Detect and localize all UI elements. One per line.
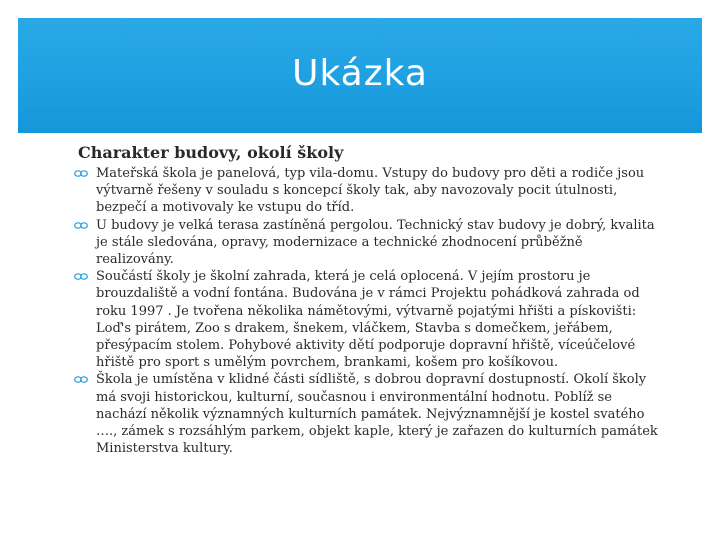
double-loop-bullet-icon [74, 376, 88, 383]
slide-title: Ukázka [292, 53, 428, 94]
double-loop-bullet-icon [74, 273, 88, 280]
bullet-text: Součástí školy je školní zahrada, která je celá oplocená. V jejím prostoru je brouzdaliště a vodní fontána. Budována je v rámci Projektu pohádková zahrada od roku 1997 . Je tvořena několika námětovými, výtvarně pojatými hřišti a pískovišti: Loď's pirátem, Zoo s drakem, šnekem, vláčkem, Stavba s domečkem, jeřábem, přesýpacím stolem. Pohybové aktivity dětí podporuje dopravní hřiště, víceúčelové hřiště pro sport s umělým povrchem, brankami, košem pro košíkovou. [96, 269, 640, 371]
section-heading: Charakter budovy, okolí školy [78, 143, 344, 162]
double-loop-bullet-icon [74, 170, 88, 177]
bullet-item [72, 371, 662, 457]
bullet-item [72, 165, 662, 217]
bullet-item [72, 268, 662, 371]
bullet-item [72, 217, 662, 269]
bullet-text: U budovy je velká terasa zastíněná pergolou. Technický stav budovy je dobrý, kvalita je stále sledována, opravy, modernizace a technické zhodnocení průběžně realizovány. [96, 217, 655, 268]
bullet-list [72, 165, 662, 457]
bullet-text: Škola je umístěna v klidné části sídliště, s dobrou dopravní dostupností. Okolí školy má svoji historickou, kulturní, současnou i environmentální hodnotu. Poblíž se nachází několik významných kulturních památek. Nejvýznamnější je kostel svatého …., zámek s rozsáhlým parkem, objekt kaple, který je zařazen do kulturních památek Ministerstva kultury. [96, 372, 658, 457]
bullet-text: Mateřská škola je panelová, typ vila-domu. Vstupy do budovy pro děti a rodiče jsou výtvarně řešeny v souladu s koncepcí školy tak, aby navozovaly pocit útulnosti, bezpečí a motivovaly ke vstupu do tříd. [96, 166, 645, 216]
double-loop-bullet-icon [74, 222, 88, 229]
